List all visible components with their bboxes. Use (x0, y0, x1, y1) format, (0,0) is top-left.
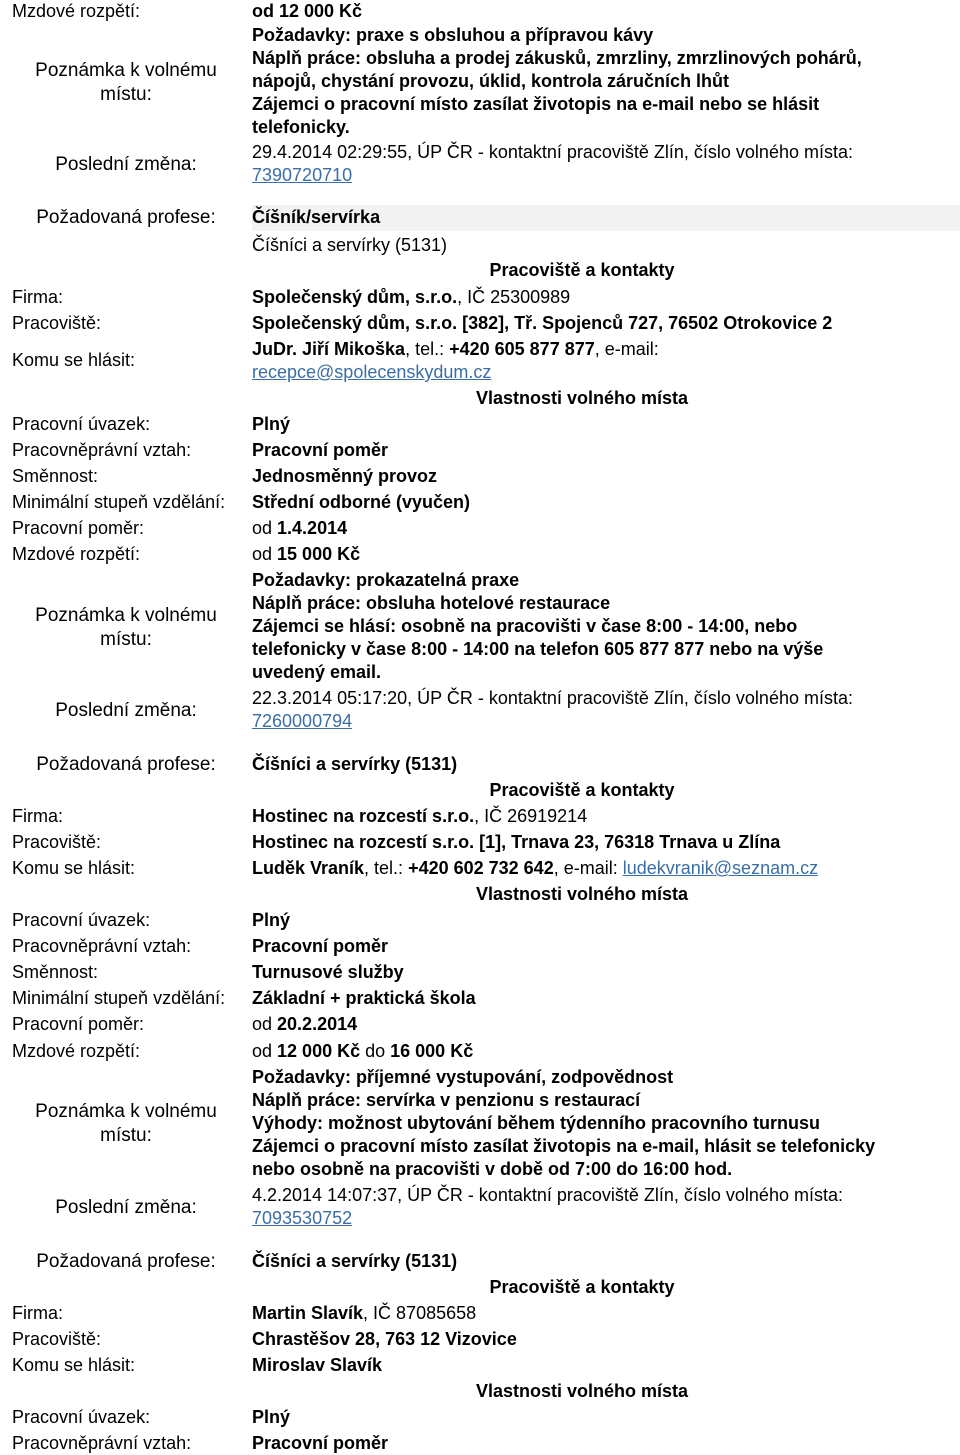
note-text: Požadavky: prokazatelná praxe Náplň práce: obsluha hotelové restaurace Zájemci se hlásí: osobně na pracovišti v čase 8:00 - 14:00, nebo telefonicky v čase 8:00 - 14:00 na telefon 605 877 877 nebo na výše uvedený email. (252, 570, 824, 682)
contact-label: Komu se hlásit: (12, 858, 136, 878)
profession-title: Číšníci a servírky (5131) (252, 754, 458, 774)
salary-label: Mzdové rozpětí: (12, 1041, 141, 1061)
company-value: Martin Slavík, IČ 87085658 (252, 1303, 477, 1323)
employment-relation-label: Pracovněprávní vztah: (12, 440, 192, 460)
note-label: Poznámka k volnému místu: (35, 60, 217, 105)
salary-label: Mzdové rozpětí: (12, 544, 141, 564)
profession-title: Číšník/servírka (252, 207, 381, 227)
education-label: Minimální stupeň vzdělání: (12, 988, 226, 1008)
shift-value: Jednosměnný provoz (252, 466, 438, 486)
employment-relation-value: Pracovní poměr (252, 936, 389, 956)
note-label: Poznámka k volnému místu: (35, 1101, 217, 1146)
section-contacts-heading: Pracoviště a kontakty (489, 260, 675, 280)
vacancy-number-link[interactable]: 7260000794 (252, 711, 353, 731)
note-label: Poznámka k volnému místu: (35, 605, 217, 650)
section-contacts-heading: Pracoviště a kontakty (489, 1277, 675, 1297)
employment-relation-label: Pracovněprávní vztah: (12, 936, 192, 956)
employment-start-label: Pracovní poměr: (12, 518, 145, 538)
salary-value: od 12 000 Kč (252, 1, 363, 21)
workload-label: Pracovní úvazek: (12, 1407, 151, 1427)
profession-label: Požadovaná profese: (36, 207, 216, 228)
shift-value: Turnusové služby (252, 962, 404, 982)
workload-label: Pracovní úvazek: (12, 414, 151, 434)
last-change-text: 29.4.2014 02:29:55, ÚP ČR - kontaktní pracoviště Zlín, číslo volného místa: (252, 142, 853, 162)
company-label: Firma: (12, 287, 63, 307)
workload-value: Plný (252, 910, 291, 930)
company-value: Společenský dům, s.r.o., IČ 25300989 (252, 287, 571, 307)
contact-value: Miroslav Slavík (252, 1355, 383, 1375)
note-text: Požadavky: praxe s obsluhou a přípravou kávy Náplň práce: obsluha a prodej zákusků, zmrzliny, zmrzlinových pohárů, nápojů, chystání provozu, úklid, kontrola záručních lhůt Zájemci o pracovní místo zasílat životopis na e-mail nebo se hlásit telefonicky. (252, 25, 862, 137)
employment-start-value: od 1.4.2014 (252, 518, 348, 538)
last-change-text: 4.2.2014 14:07:37, ÚP ČR - kontaktní pracoviště Zlín, číslo volného místa: (252, 1185, 843, 1205)
contact-email-link[interactable]: ludekvranik@seznam.cz (622, 858, 819, 878)
last-change-label: Poslední změna: (55, 154, 197, 175)
last-change-label: Poslední změna: (55, 1197, 197, 1218)
employment-relation-value: Pracovní poměr (252, 440, 389, 460)
company-value: Hostinec na rozcestí s.r.o., IČ 26919214 (252, 806, 588, 826)
workload-value: Plný (252, 414, 291, 434)
note-text: Požadavky: příjemné vystupování, zodpovědnost Náplň práce: servírka v penzionu s restaurací Výhody: možnost ubytování během týdenního pracovního turnusu Zájemci o pracovní místo zasílat životopis na e-mail, hlásit se telefonicky nebo osobně na pracovišti v době od 7:00 do 16:00 hod. (252, 1067, 876, 1179)
contact-value: JuDr. Jiří Mikoška, tel.: +420 605 877 877, e-mail: (252, 339, 659, 359)
education-value: Střední odborné (vyučen) (252, 492, 471, 512)
employment-start-label: Pracovní poměr: (12, 1014, 145, 1034)
profession-title: Číšníci a servírky (5131) (252, 1251, 458, 1271)
company-label: Firma: (12, 1303, 63, 1323)
workload-label: Pracovní úvazek: (12, 910, 151, 930)
workplace-label: Pracoviště: (12, 313, 102, 333)
workplace-value: Chrastěšov 28, 763 12 Vizovice (252, 1329, 517, 1349)
section-properties-heading: Vlastnosti volného místa (475, 1381, 689, 1401)
workplace-value: Společenský dům, s.r.o. [382], Tř. Spojenců 727, 76502 Otrokovice 2 (252, 313, 833, 333)
profession-label: Požadovaná profese: (36, 754, 216, 775)
shift-label: Směnnost: (12, 466, 99, 486)
salary-label: Mzdové rozpětí: (12, 1, 141, 21)
education-value: Základní + praktická škola (252, 988, 476, 1008)
section-properties-heading: Vlastnosti volného místa (475, 884, 689, 904)
salary-value: od 15 000 Kč (252, 544, 361, 564)
contact-email-link[interactable]: recepce@spolecenskydum.cz (252, 362, 492, 382)
shift-label: Směnnost: (12, 962, 99, 982)
last-change-label: Poslední změna: (55, 700, 197, 721)
employment-relation-value: Pracovní poměr (252, 1433, 389, 1453)
contact-label: Komu se hlásit: (12, 1355, 136, 1375)
profession-label: Požadovaná profese: (36, 1251, 216, 1272)
section-properties-heading: Vlastnosti volného místa (475, 388, 689, 408)
education-label: Minimální stupeň vzdělání: (12, 492, 226, 512)
workplace-label: Pracoviště: (12, 832, 102, 852)
contact-value: Luděk Vraník, tel.: +420 602 732 642, e-mail: ludekvranik@seznam.cz (252, 858, 819, 878)
vacancy-number-link[interactable]: 7390720710 (252, 165, 353, 185)
employment-relation-label: Pracovněprávní vztah: (12, 1433, 192, 1453)
workplace-value: Hostinec na rozcestí s.r.o. [1], Trnava 23, 76318 Trnava u Zlína (252, 832, 781, 852)
contact-label: Komu se hlásit: (12, 350, 136, 370)
salary-value: od 12 000 Kč do 16 000 Kč (252, 1041, 474, 1061)
employment-start-value: od 20.2.2014 (252, 1014, 358, 1034)
profession-code: Číšníci a servírky (5131) (252, 235, 448, 255)
last-change-text: 22.3.2014 05:17:20, ÚP ČR - kontaktní pracoviště Zlín, číslo volného místa: (252, 688, 853, 708)
section-contacts-heading: Pracoviště a kontakty (489, 780, 675, 800)
company-label: Firma: (12, 806, 63, 826)
workplace-label: Pracoviště: (12, 1329, 102, 1349)
vacancy-number-link[interactable]: 7093530752 (252, 1208, 353, 1228)
workload-value: Plný (252, 1407, 291, 1427)
